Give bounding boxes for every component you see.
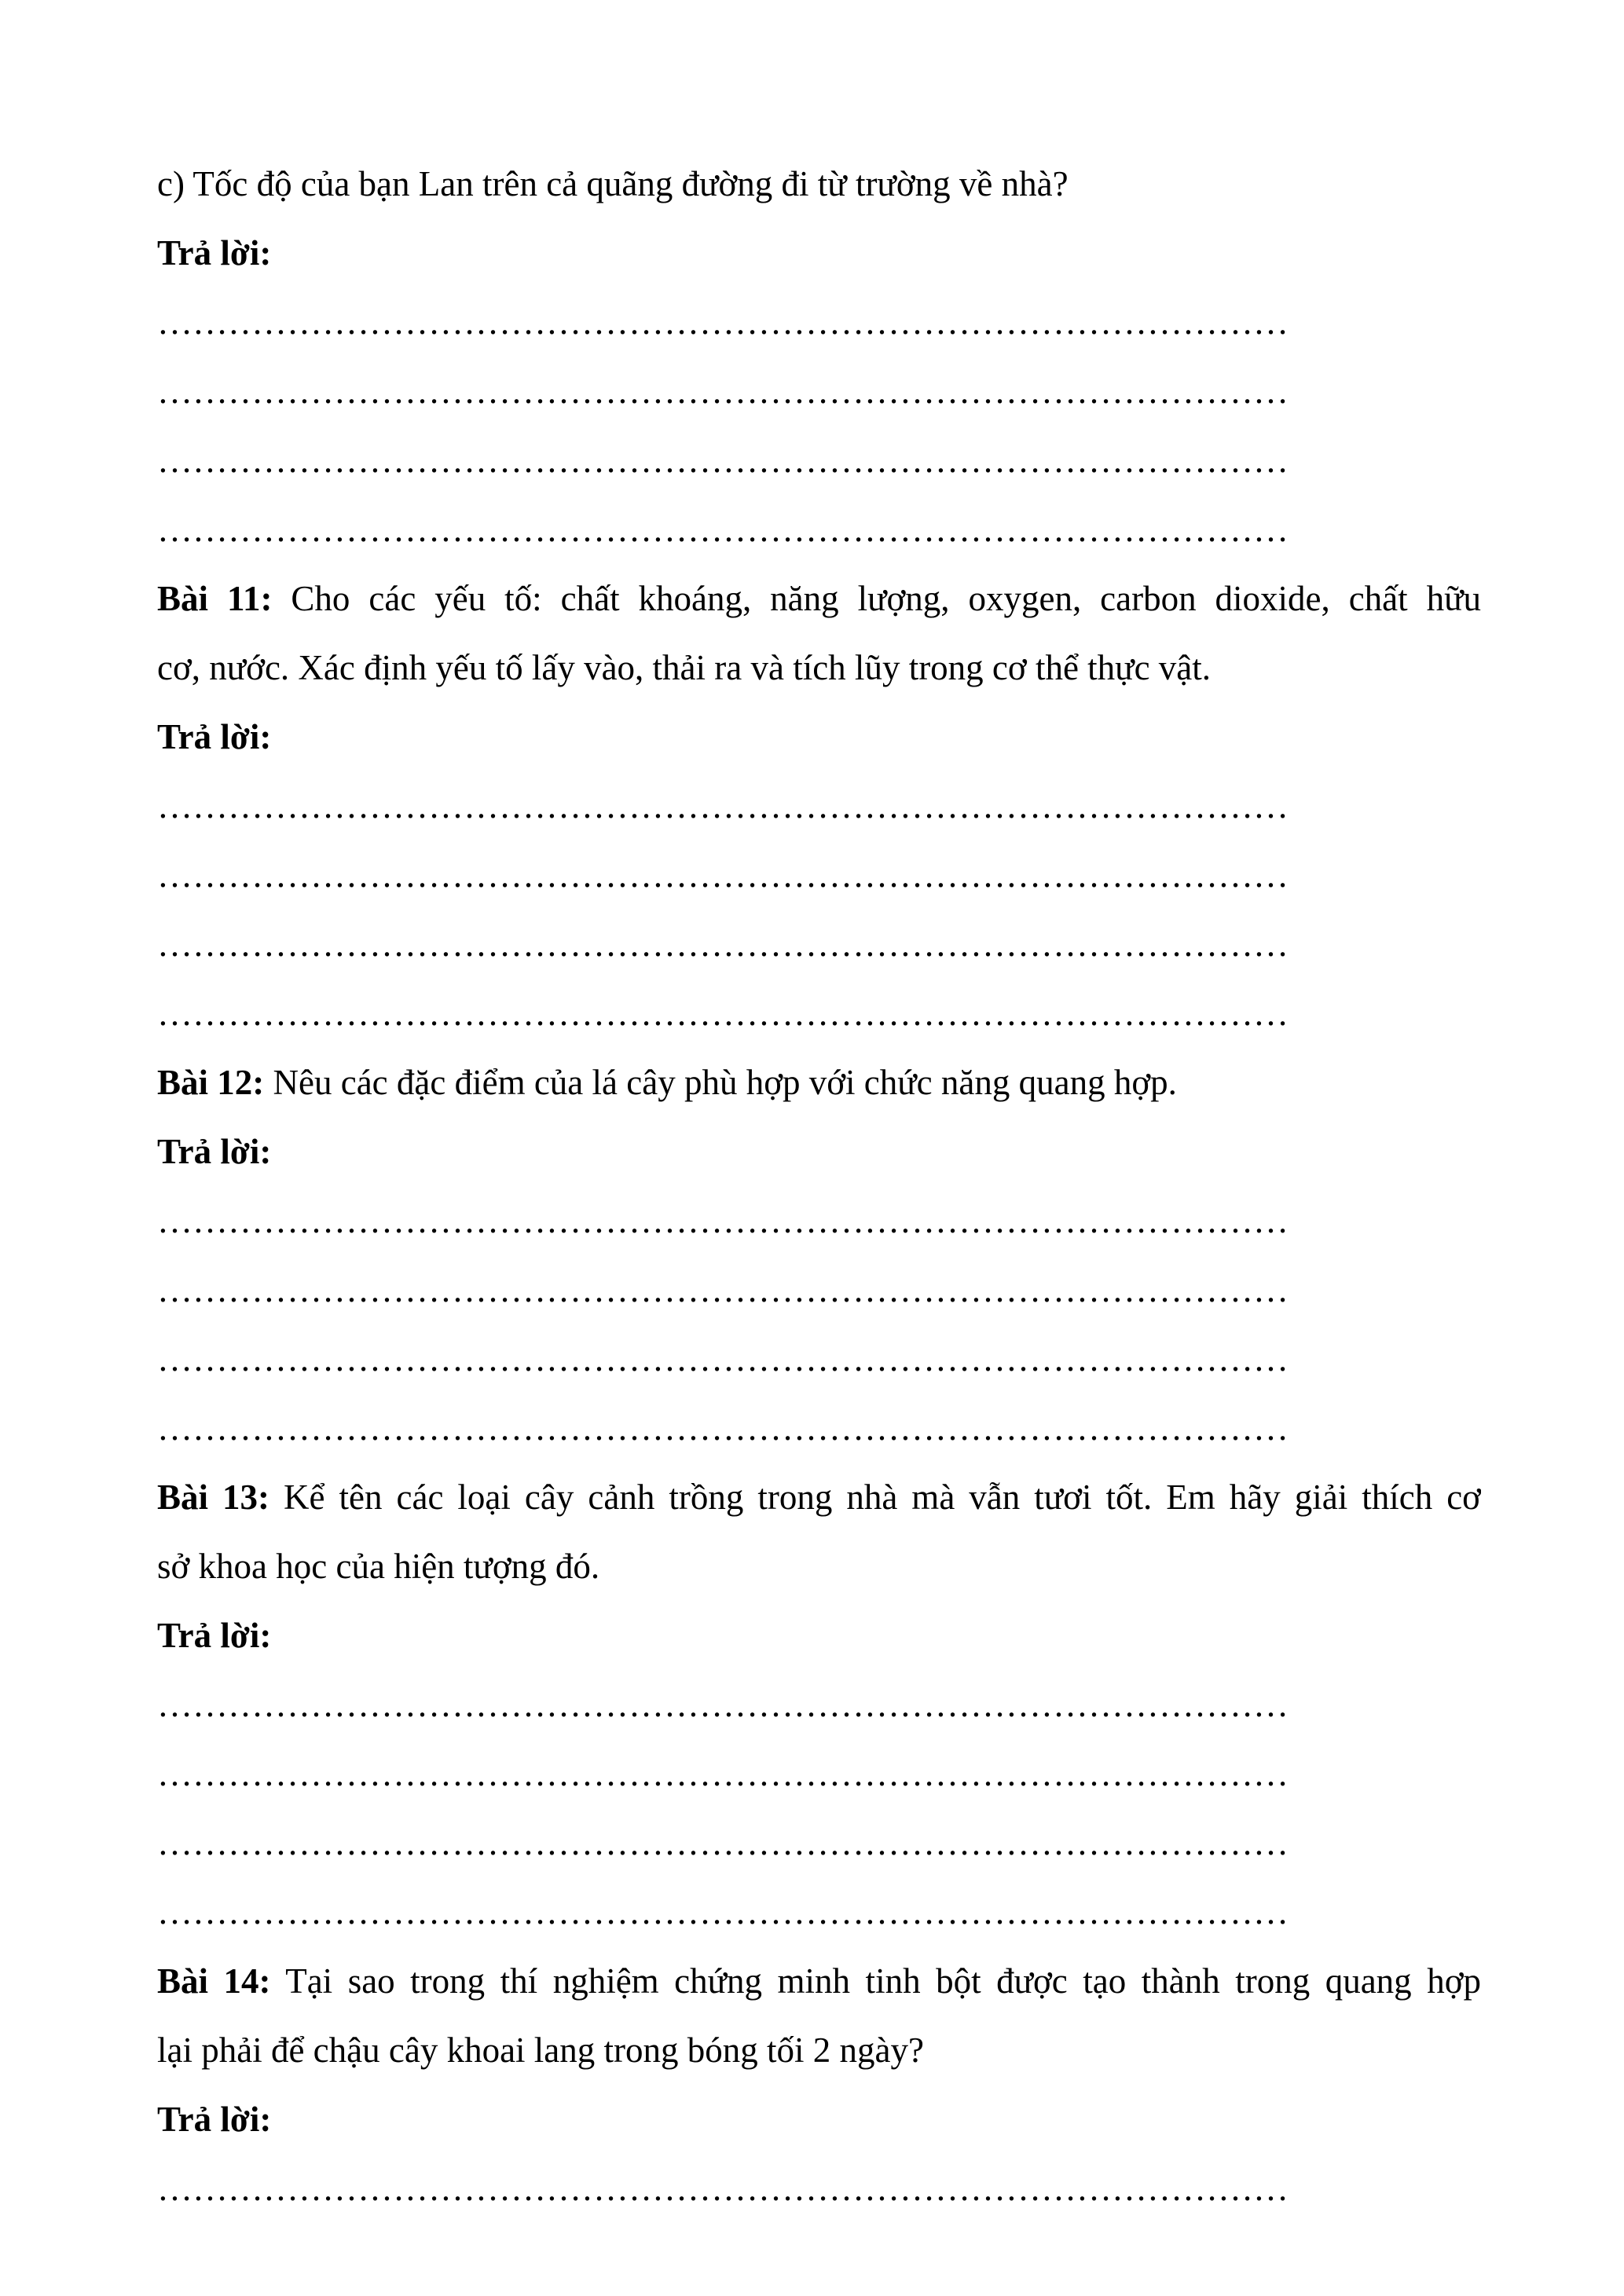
question-12-line-1 (157, 1048, 1481, 1117)
answer-label: Trả lời: (157, 2100, 272, 2139)
question-c-text: c) Tốc độ của bạn Lan trên cả quãng đường đi từ trường về nhà? (157, 164, 1069, 203)
answer-label: Trả lời: (157, 1132, 272, 1171)
answer-label: Trả lời: (157, 717, 272, 756)
answer-line[interactable]: …………………………………………………………………………………… (157, 1823, 1289, 1862)
question-13-label: Bài 13: (157, 1478, 270, 1517)
answer-line[interactable]: …………………………………………………………………………………… (157, 1685, 1289, 1724)
question-13-line-1 (157, 1463, 1481, 1532)
question-11-line-2: cơ, nước. Xác định yếu tố lấy vào, thải ra và tích lũy trong cơ thể thực vật. (157, 648, 1212, 687)
answer-line[interactable]: …………………………………………………………………………………… (157, 1201, 1289, 1240)
answer-line[interactable]: …………………………………………………………………………………… (157, 1408, 1289, 1448)
answer-line[interactable]: …………………………………………………………………………………… (157, 1270, 1289, 1309)
question-13-text: Kể tên các loại cây cảnh trồng trong nhà mà vẫn tươi tốt. Em hãy giải thích cơ (284, 1478, 1481, 1517)
question-14-line-2: lại phải để chậu cây khoai lang trong bóng tối 2 ngày? (157, 2031, 924, 2070)
question-13-line-2: sở khoa học của hiện tượng đó. (157, 1547, 600, 1586)
answer-line[interactable]: …………………………………………………………………………………… (157, 510, 1289, 549)
question-12-label: Bài 12: (157, 1063, 265, 1102)
question-11-label: Bài 11: (157, 579, 273, 618)
question-14-text: Tại sao trong thí nghiệm chứng minh tinh bột được tạo thành trong quang hợp (285, 1961, 1481, 2001)
answer-line[interactable]: …………………………………………………………………………………… (157, 1339, 1289, 1379)
answer-line[interactable]: …………………………………………………………………………………… (157, 1892, 1289, 1932)
answer-line[interactable]: …………………………………………………………………………………… (157, 2169, 1289, 2208)
answer-line[interactable]: …………………………………………………………………………………… (157, 1754, 1289, 1793)
answer-label: Trả lời: (157, 233, 272, 273)
answer-line[interactable]: …………………………………………………………………………………… (157, 786, 1289, 826)
question-14-line-1 (157, 1946, 1481, 2016)
question-11-line-1 (157, 564, 1481, 633)
worksheet-content (157, 149, 1481, 2223)
answer-line[interactable]: …………………………………………………………………………………… (157, 855, 1289, 895)
answer-line[interactable]: …………………………………………………………………………………… (157, 441, 1289, 480)
question-11-text: Cho các yếu tố: chất khoáng, năng lượng, oxygen, carbon dioxide, chất hữu (291, 579, 1481, 618)
question-14-label: Bài 14: (157, 1961, 271, 2001)
question-12-text: Nêu các đặc điểm của lá cây phù hợp với chức năng quang hợp. (273, 1063, 1177, 1102)
answer-label: Trả lời: (157, 1616, 272, 1655)
answer-line[interactable]: …………………………………………………………………………………… (157, 302, 1289, 342)
answer-line[interactable]: …………………………………………………………………………………… (157, 994, 1289, 1033)
answer-line[interactable]: …………………………………………………………………………………… (157, 372, 1289, 411)
answer-line[interactable]: …………………………………………………………………………………… (157, 925, 1289, 964)
